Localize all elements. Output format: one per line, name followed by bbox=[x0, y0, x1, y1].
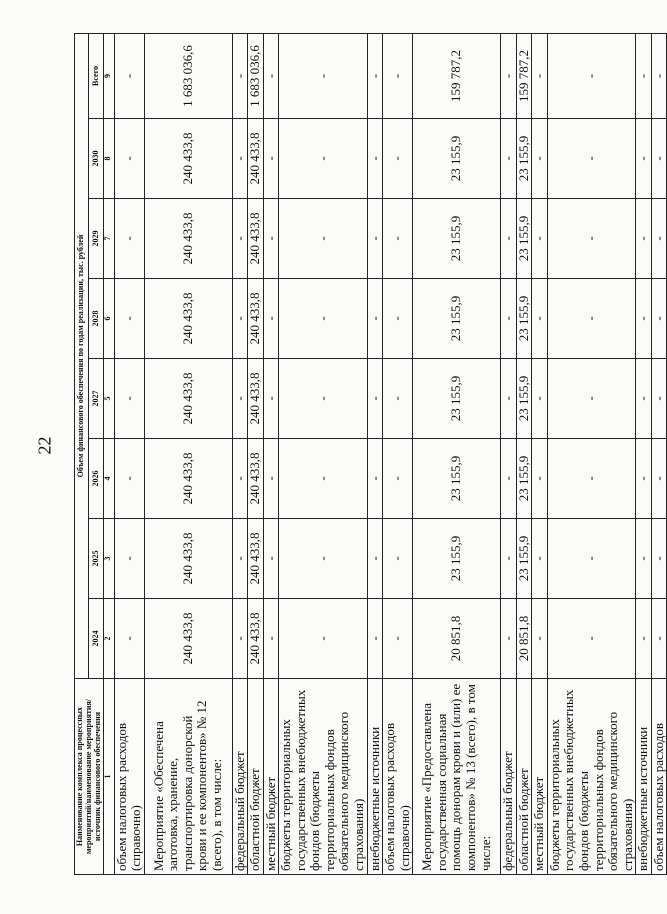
header-year: 2029 bbox=[89, 199, 103, 279]
header-financing-group: Объем финансового обеспечения по годам реализации, тыс. рублей bbox=[75, 33, 89, 678]
row-value-cell: 23 155,9 bbox=[516, 359, 532, 439]
row-value-cell: - bbox=[279, 279, 367, 359]
table-row bbox=[532, 33, 548, 874]
table-row bbox=[367, 33, 383, 874]
row-value-cell: - bbox=[383, 519, 413, 599]
row-total-cell: - bbox=[263, 33, 279, 118]
row-name-cell: Мероприятие «Обеспечена заготовка, хранение, транспортировка донорской крови и ее компонентов» № 12 (всего), в том числе: bbox=[144, 679, 232, 875]
table-row bbox=[114, 33, 144, 874]
row-value-cell: - bbox=[383, 119, 413, 199]
row-value-cell: 240 433,8 bbox=[248, 279, 264, 359]
row-value-cell: - bbox=[532, 279, 548, 359]
table-row bbox=[383, 33, 413, 874]
row-value-cell: - bbox=[501, 519, 517, 599]
table-row bbox=[263, 33, 279, 874]
row-value-cell: - bbox=[367, 439, 383, 519]
row-value-cell: - bbox=[114, 199, 144, 279]
row-value-cell: 240 433,8 bbox=[248, 199, 264, 279]
row-value-cell: - bbox=[263, 279, 279, 359]
row-value-cell: 240 433,8 bbox=[144, 119, 232, 199]
row-value-cell: 240 433,8 bbox=[144, 519, 232, 599]
row-total-cell: - bbox=[532, 33, 548, 118]
row-value-cell: - bbox=[279, 439, 367, 519]
row-value-cell: - bbox=[263, 199, 279, 279]
table-row bbox=[279, 33, 367, 874]
row-value-cell: - bbox=[232, 199, 248, 279]
row-value-cell: 23 155,9 bbox=[413, 279, 501, 359]
row-value-cell: - bbox=[279, 199, 367, 279]
row-value-cell: - bbox=[547, 439, 635, 519]
row-value-cell: - bbox=[532, 519, 548, 599]
row-value-cell: 23 155,9 bbox=[413, 359, 501, 439]
row-value-cell: 23 155,9 bbox=[516, 279, 532, 359]
header-name-column: Наименование комплекса процессных мероприятий/наименование мероприятия/источник финансового обеспечения bbox=[75, 679, 104, 875]
column-index: 6 bbox=[103, 279, 114, 359]
row-value-cell: - bbox=[547, 599, 635, 679]
row-value-cell: - bbox=[114, 279, 144, 359]
column-index: 3 bbox=[103, 519, 114, 599]
row-value-cell: - bbox=[232, 279, 248, 359]
row-value-cell: - bbox=[547, 119, 635, 199]
row-value-cell: - bbox=[651, 599, 667, 679]
row-value-cell: - bbox=[532, 359, 548, 439]
header-year: 2026 bbox=[89, 439, 103, 519]
row-value-cell: 240 433,8 bbox=[248, 599, 264, 679]
row-name-cell: областной бюджет bbox=[516, 679, 532, 875]
row-total-cell: 1 683 036,6 bbox=[144, 33, 232, 118]
row-value-cell: - bbox=[651, 519, 667, 599]
row-value-cell: 240 433,8 bbox=[144, 279, 232, 359]
row-value-cell: - bbox=[636, 199, 652, 279]
header-year: 2028 bbox=[89, 279, 103, 359]
row-value-cell: - bbox=[263, 119, 279, 199]
row-total-cell: - bbox=[383, 33, 413, 118]
row-value-cell: - bbox=[501, 359, 517, 439]
row-value-cell: 23 155,9 bbox=[516, 119, 532, 199]
row-value-cell: - bbox=[532, 599, 548, 679]
row-value-cell: - bbox=[232, 599, 248, 679]
column-index: 5 bbox=[103, 359, 114, 439]
row-value-cell: - bbox=[383, 279, 413, 359]
row-value-cell: - bbox=[114, 599, 144, 679]
row-value-cell: - bbox=[263, 599, 279, 679]
row-value-cell: 23 155,9 bbox=[516, 519, 532, 599]
row-value-cell: - bbox=[279, 599, 367, 679]
row-value-cell: 20 851,8 bbox=[413, 599, 501, 679]
row-total-cell: - bbox=[636, 33, 652, 118]
row-value-cell: 20 851,8 bbox=[516, 599, 532, 679]
row-value-cell: - bbox=[636, 119, 652, 199]
row-value-cell: - bbox=[651, 439, 667, 519]
row-value-cell: - bbox=[279, 519, 367, 599]
row-value-cell: - bbox=[279, 119, 367, 199]
row-value-cell: - bbox=[651, 279, 667, 359]
row-name-cell: объем налоговых расходов (справочно) bbox=[114, 679, 144, 875]
row-total-cell: 1 683 036,6 bbox=[248, 33, 264, 118]
row-value-cell: 23 155,9 bbox=[413, 439, 501, 519]
row-value-cell: - bbox=[263, 519, 279, 599]
column-index: 9 bbox=[103, 33, 114, 118]
row-value-cell: - bbox=[636, 599, 652, 679]
row-name-cell: федеральный бюджет bbox=[232, 679, 248, 875]
row-value-cell: 240 433,8 bbox=[144, 359, 232, 439]
row-name-cell: бюджеты территориальных государственных внебюджетных фондов (бюджеты территориальных фондов обязательного медицинского страхования) bbox=[547, 679, 635, 875]
row-name-cell: федеральный бюджет bbox=[501, 679, 517, 875]
row-value-cell: 240 433,8 bbox=[144, 599, 232, 679]
row-value-cell: - bbox=[232, 519, 248, 599]
row-value-cell: - bbox=[501, 199, 517, 279]
row-value-cell: 23 155,9 bbox=[516, 439, 532, 519]
row-value-cell: - bbox=[651, 359, 667, 439]
column-index: 8 bbox=[103, 119, 114, 199]
row-name-cell: объем налоговых расходов (справочно) bbox=[383, 679, 413, 875]
row-value-cell: - bbox=[383, 199, 413, 279]
row-value-cell: - bbox=[263, 359, 279, 439]
row-total-cell: - bbox=[232, 33, 248, 118]
table-row bbox=[413, 33, 501, 874]
row-name-cell: областной бюджет bbox=[248, 679, 264, 875]
row-value-cell: 240 433,8 bbox=[144, 439, 232, 519]
financing-table bbox=[74, 33, 667, 875]
column-index: 4 bbox=[103, 439, 114, 519]
table-row bbox=[547, 33, 635, 874]
row-value-cell: 23 155,9 bbox=[413, 519, 501, 599]
row-value-cell: - bbox=[114, 359, 144, 439]
row-total-cell: - bbox=[651, 33, 667, 118]
row-value-cell: - bbox=[114, 119, 144, 199]
table-row bbox=[144, 33, 232, 874]
row-name-cell: местный бюджет bbox=[263, 679, 279, 875]
table-row bbox=[516, 33, 532, 874]
row-value-cell: - bbox=[501, 599, 517, 679]
row-value-cell: - bbox=[367, 119, 383, 199]
table-row bbox=[651, 33, 667, 874]
row-total-cell: - bbox=[547, 33, 635, 118]
row-value-cell: - bbox=[114, 519, 144, 599]
row-total-cell: - bbox=[279, 33, 367, 118]
row-value-cell: 240 433,8 bbox=[144, 199, 232, 279]
row-value-cell: - bbox=[263, 439, 279, 519]
row-value-cell: 23 155,9 bbox=[413, 119, 501, 199]
row-value-cell: - bbox=[114, 439, 144, 519]
row-value-cell: - bbox=[232, 119, 248, 199]
row-total-cell: 159 787,2 bbox=[413, 33, 501, 118]
row-value-cell: - bbox=[651, 199, 667, 279]
header-total: Всего bbox=[89, 33, 103, 118]
header-year: 2030 bbox=[89, 119, 103, 199]
row-value-cell: - bbox=[367, 199, 383, 279]
row-value-cell: - bbox=[636, 279, 652, 359]
row-value-cell: - bbox=[547, 279, 635, 359]
table-row bbox=[501, 33, 517, 874]
row-total-cell: - bbox=[114, 33, 144, 118]
row-value-cell: - bbox=[383, 359, 413, 439]
row-value-cell: - bbox=[232, 439, 248, 519]
row-name-cell: бюджеты территориальных государственных внебюджетных фондов (бюджеты территориальных фондов обязательного медицинского страхования) bbox=[279, 679, 367, 875]
row-value-cell: - bbox=[279, 359, 367, 439]
row-value-cell: - bbox=[636, 439, 652, 519]
row-value-cell: - bbox=[547, 199, 635, 279]
row-value-cell: - bbox=[367, 359, 383, 439]
row-value-cell: - bbox=[367, 519, 383, 599]
row-value-cell: 240 433,8 bbox=[248, 359, 264, 439]
row-value-cell: - bbox=[636, 359, 652, 439]
row-total-cell: 159 787,2 bbox=[516, 33, 532, 118]
row-value-cell: - bbox=[532, 199, 548, 279]
column-index: 1 bbox=[103, 679, 114, 875]
row-value-cell: - bbox=[501, 279, 517, 359]
row-value-cell: 23 155,9 bbox=[516, 199, 532, 279]
header-year: 2027 bbox=[89, 359, 103, 439]
row-name-cell: Мероприятие «Предоставлена государственная социальная помощь донорам крови и (или) ее компонентов» № 13 (всего), в том числе: bbox=[413, 679, 501, 875]
row-value-cell: - bbox=[232, 359, 248, 439]
row-value-cell: - bbox=[501, 119, 517, 199]
row-value-cell: - bbox=[532, 119, 548, 199]
row-value-cell: 240 433,8 bbox=[248, 519, 264, 599]
row-value-cell: - bbox=[636, 519, 652, 599]
row-value-cell: - bbox=[367, 599, 383, 679]
table-row bbox=[248, 33, 264, 874]
row-name-cell: объем налоговых расходов bbox=[651, 679, 667, 875]
rotated-table-container bbox=[74, 34, 666, 875]
column-index: 2 bbox=[103, 599, 114, 679]
row-value-cell: 240 433,8 bbox=[248, 439, 264, 519]
row-value-cell: - bbox=[367, 279, 383, 359]
row-value-cell: - bbox=[651, 119, 667, 199]
table-row bbox=[232, 33, 248, 874]
column-index: 7 bbox=[103, 199, 114, 279]
row-value-cell: - bbox=[383, 439, 413, 519]
row-value-cell: - bbox=[532, 439, 548, 519]
row-total-cell: - bbox=[501, 33, 517, 118]
row-name-cell: внебюджетные источники bbox=[636, 679, 652, 875]
row-value-cell: 240 433,8 bbox=[248, 119, 264, 199]
row-name-cell: внебюджетные источники bbox=[367, 679, 383, 875]
row-value-cell: - bbox=[383, 599, 413, 679]
row-name-cell: местный бюджет bbox=[532, 679, 548, 875]
row-value-cell: - bbox=[547, 359, 635, 439]
header-year: 2025 bbox=[89, 519, 103, 599]
row-value-cell: - bbox=[547, 519, 635, 599]
row-value-cell: 23 155,9 bbox=[413, 199, 501, 279]
row-total-cell: - bbox=[367, 33, 383, 118]
table-body bbox=[114, 33, 667, 874]
page-number: 22 bbox=[34, 436, 55, 455]
row-value-cell: - bbox=[501, 439, 517, 519]
header-year: 2024 bbox=[89, 599, 103, 679]
table-row bbox=[636, 33, 652, 874]
